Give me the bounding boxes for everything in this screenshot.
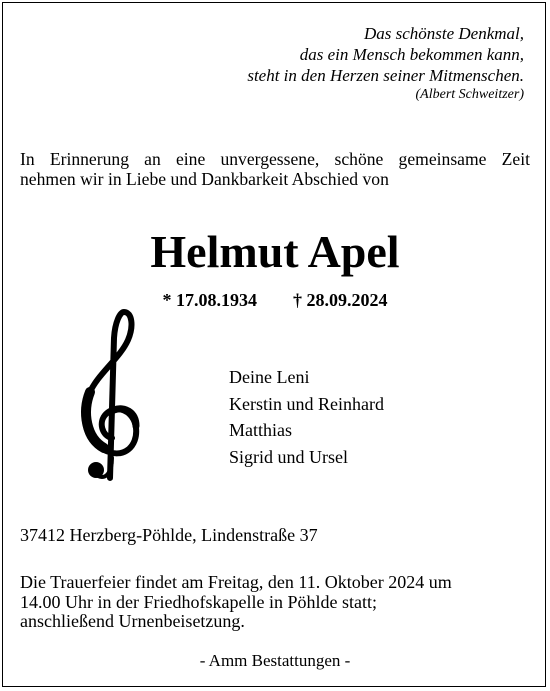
quote-author: (Albert Schweitzer) (415, 87, 524, 102)
quote-line: steht in den Herzen seiner Mitmenschen. (247, 66, 524, 85)
mourner-item: Kerstin und Reinhard (229, 393, 384, 414)
mourner-item: Deine Leni (229, 367, 310, 387)
deceased-name: Helmut Apel (150, 226, 400, 277)
intro-text (20, 149, 530, 189)
undertaker-credit: - Amm Bestattungen - (199, 651, 351, 670)
birth-date: * 17.08.1934 (162, 290, 257, 310)
service-line: 14.00 Uhr in der Friedhofskapelle in Pöhlde statt; (20, 591, 377, 612)
mourner-item: Matthias (229, 420, 292, 440)
intro-line: nehmen wir in Liebe und Dankbarkeit Abschied von (20, 169, 389, 189)
clef-ball (88, 462, 104, 478)
quote-line: Das schönste Denkmal, (363, 24, 524, 43)
memorial-quote (247, 23, 524, 104)
service-line: Die Trauerfeier findet am Freitag, den 11. Oktober 2024 um (20, 572, 452, 592)
quote-line: das ein Mensch bekommen kann, (299, 45, 524, 64)
family-address: 37412 Herzberg-Pöhlde, Lindenstraße 37 (20, 525, 318, 545)
treble-clef-icon (76, 308, 146, 484)
mourners-list (229, 364, 384, 470)
mourner-item: Sigrid und Ursel (229, 446, 348, 467)
intro-line: In Erinnerung an eine unvergessene, schöne gemeinsame Zeit (20, 149, 530, 169)
service-line: anschließend Urnenbeisetzung. (20, 611, 245, 631)
funeral-service-info (20, 573, 452, 632)
death-date: † 28.09.2024 (293, 290, 388, 310)
